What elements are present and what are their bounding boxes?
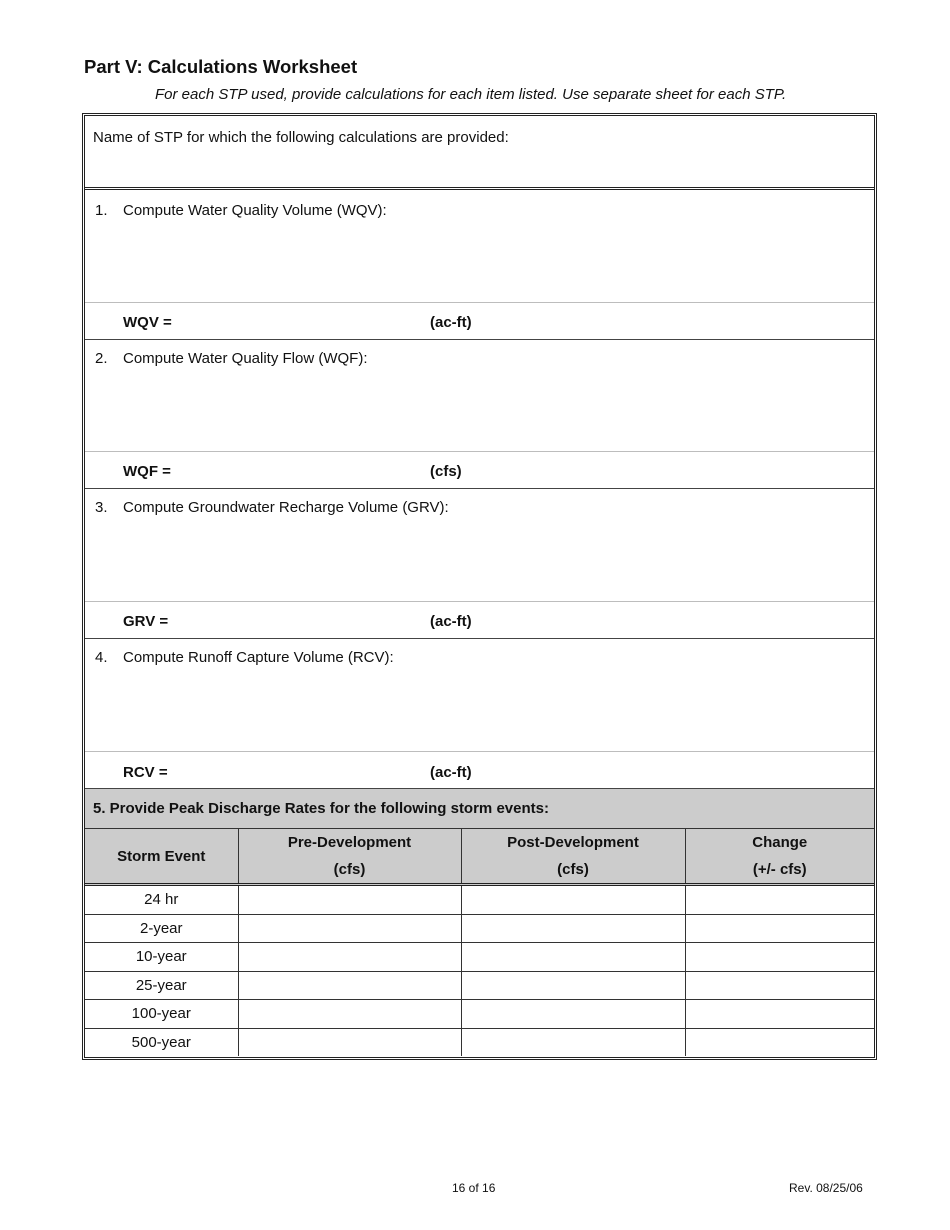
wqv-calculation-area[interactable] [85,187,874,300]
table-row [85,943,874,972]
stp-name-field[interactable] [85,116,874,188]
peak-discharge-heading-row [85,788,874,829]
item-number: 4. [95,649,108,666]
wqf-calculation-area[interactable] [85,339,874,452]
table-row [85,885,874,915]
stp-name-label: Name of STP for which the following calculations are provided: [93,129,509,146]
item-label: Compute Runoff Capture Volume (RCV): [123,649,394,666]
instructions: For each STP used, provide calculations for each item listed. Use separate sheet for each STP. [155,86,787,103]
wqf-result-label: WQF = [123,463,171,480]
storm-event-cell: 500-year [85,1028,238,1056]
rcv-calculation-area[interactable] [85,638,874,752]
page-title: Part V: Calculations Worksheet [84,56,358,77]
item-label: Compute Water Quality Volume (WQV): [123,202,387,219]
post-development-input[interactable] [461,943,685,972]
col-header-pre-development: Pre-Development (cfs) [238,829,461,885]
change-input[interactable] [685,885,874,915]
grv-calculation-area[interactable] [85,488,874,602]
rcv-result-row[interactable] [85,751,874,789]
wqf-result-row[interactable] [85,451,874,489]
post-development-input[interactable] [461,1000,685,1029]
page-number: 16 of 16 [452,1181,496,1195]
col-header-change: Change (+/- cfs) [685,829,874,885]
peak-discharge-heading: 5. Provide Peak Discharge Rates for the following storm events: [93,800,549,817]
wqv-result-label: WQV = [123,314,172,331]
table-row [85,1000,874,1029]
wqv-result-row[interactable] [85,302,874,340]
change-input[interactable] [685,943,874,972]
calculations-form [82,113,877,1060]
table-header-row [85,829,874,885]
pre-development-input[interactable] [238,1000,461,1029]
storm-event-cell: 100-year [85,1000,238,1029]
pre-development-input[interactable] [238,1028,461,1056]
storm-event-table [85,828,874,1056]
item-number: 2. [95,350,108,367]
table-row [85,1028,874,1056]
item-number: 1. [95,202,108,219]
pre-development-input[interactable] [238,971,461,1000]
pre-development-input[interactable] [238,885,461,915]
item-label: Compute Water Quality Flow (WQF): [123,350,368,367]
col-header-storm-event: Storm Event [85,829,238,885]
change-input[interactable] [685,914,874,943]
pre-development-input[interactable] [238,914,461,943]
change-input[interactable] [685,971,874,1000]
wqf-unit: (cfs) [430,463,462,480]
storm-event-cell: 24 hr [85,885,238,915]
storm-event-cell: 2-year [85,914,238,943]
rcv-result-label: RCV = [123,764,168,781]
post-development-input[interactable] [461,885,685,915]
col-header-post-development: Post-Development (cfs) [461,829,685,885]
pre-development-input[interactable] [238,943,461,972]
rcv-unit: (ac-ft) [430,764,472,781]
table-row [85,914,874,943]
grv-result-row[interactable] [85,601,874,639]
post-development-input[interactable] [461,914,685,943]
revision-date: Rev. 08/25/06 [789,1181,863,1195]
post-development-input[interactable] [461,971,685,1000]
change-input[interactable] [685,1028,874,1056]
table-row [85,971,874,1000]
change-input[interactable] [685,1000,874,1029]
grv-result-label: GRV = [123,613,169,630]
item-label: Compute Groundwater Recharge Volume (GRV): [123,499,449,516]
item-number: 3. [95,499,108,516]
grv-unit: (ac-ft) [430,613,472,630]
storm-event-cell: 25-year [85,971,238,1000]
post-development-input[interactable] [461,1028,685,1056]
wqv-unit: (ac-ft) [430,314,472,331]
storm-event-cell: 10-year [85,943,238,972]
